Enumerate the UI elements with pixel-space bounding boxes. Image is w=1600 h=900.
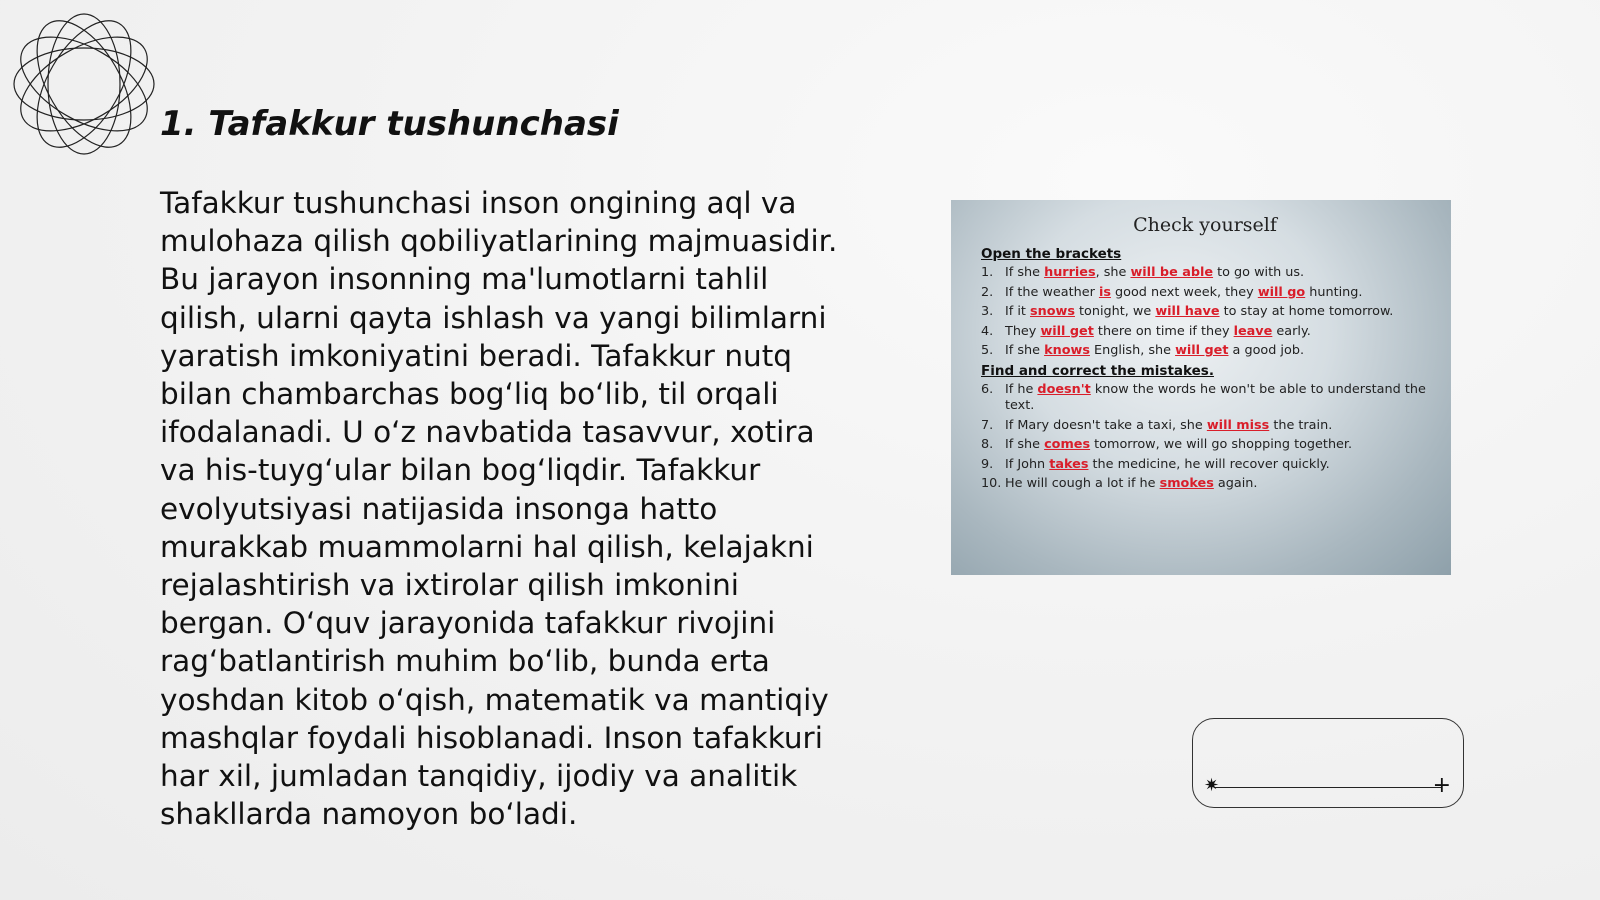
exercise-item-number: 3. [981,304,994,319]
answer-highlight: will miss [1206,417,1270,433]
exercise-item-number: 1. [981,265,994,280]
exercise-item-text [1005,343,1429,360]
exercise-item-text [1005,324,1429,341]
exercise-title: Check yourself [1133,214,1277,236]
exercise-text-fragment: the medicine, he will recover quickly. [1088,456,1330,472]
exercise-text-fragment: If John [1005,456,1050,472]
sparkle-star-icon: ✷ [1204,775,1220,796]
exercise-item [981,457,1429,474]
answer-highlight: will get [1175,343,1229,358]
exercise-item-text [1005,304,1429,321]
exercise-item-text [1005,437,1429,454]
exercise-item [981,437,1429,454]
answer-highlight: leave [1233,323,1273,339]
slider-line [1215,787,1441,788]
exercise-item-text [1005,418,1429,435]
exercise-item-number: 10. [981,476,1002,491]
exercise-list-open-brackets [981,265,1429,360]
answer-highlight: is [1098,284,1111,300]
exercise-text-fragment: , she [1095,265,1131,280]
answer-highlight: hurries [1044,265,1096,280]
answer-highlight: snows [1030,304,1075,319]
exercise-image [951,200,1451,575]
exercise-item [981,304,1429,321]
exercise-text-fragment: If she [1005,437,1045,452]
exercise-text-fragment: to stay at home tomorrow. [1219,304,1394,319]
exercise-text-fragment: early. [1272,323,1311,339]
exercise-item [981,265,1429,282]
body-paragraph: Tafakkur tushunchasi inson ongining aql va mulohaza qilish qobiliyatlarining majmuasidir. Bu jarayon insonning ma'lumotlarni tahlil qilish, ularni qayta ishlash va yangi bilimlarni yaratish imkoniyatini beradi. Tafakkur nutq bilan chambarchas bog‘liq bo‘lib, til orqali ifodalanadi. U o‘z navbatida tasavvur, xotira va his-tuyg‘ular bilan bog‘liqdir. Tafakkur evolyutsiyasi natijasida insonga hatto murakkab muammolarni hal qilish, kelajakni rejalashtirish va ixtirolar qilish imkonini bergan. O‘quv jarayonida tafakkur rivojini rag‘batlantirish muhim bo‘lib, bunda erta yoshdan kitob o‘qish, matematik va mantiqiy mashqlar foydali hisoblanadi. Inson tafakkuri har xil, jumladan tanqidiy, ijodiy va analitik shakllarda namoyon bo‘ladi. [160,186,838,832]
exercise-text-fragment: again. [1213,476,1258,491]
exercise-item-text [1005,265,1429,282]
exercise-text-fragment: If she [1005,343,1045,358]
exercise-text-fragment: They [1005,323,1041,339]
exercise-text-fragment: tomorrow, we will go shopping together. [1090,437,1353,452]
slide-title: 1. Tafakkur tushunchasi [160,104,619,144]
exercise-item [981,418,1429,435]
exercise-item [981,343,1429,360]
exercise-text-fragment: If Mary doesn't take a taxi, she [1005,417,1207,433]
exercise-item-number: 6. [981,381,994,397]
exercise-item [981,382,1429,415]
exercise-item-text [1005,285,1429,302]
plus-sparkle-icon: + [1432,773,1451,798]
spirograph-rings-icon [10,10,158,158]
exercise-text-fragment: hunting. [1305,284,1363,300]
exercise-text-fragment: there on time if they [1093,323,1234,339]
exercise-item-number: 4. [981,323,994,339]
exercise-text-fragment: If the weather [1005,284,1099,300]
exercise-item-number: 5. [981,343,994,358]
exercise-text-fragment: know the words he won't be able to understand the text. [1005,381,1426,413]
answer-highlight: will get [1040,323,1094,339]
exercise-text-fragment: If he [1005,381,1038,397]
answer-highlight: takes [1049,456,1089,472]
exercise-text-fragment: the train. [1269,417,1333,433]
exercise-text-fragment: He will cough a lot if he [1005,476,1160,491]
exercise-text-fragment: a good job. [1228,343,1305,358]
section-heading-open-brackets: Open the brackets [981,246,1122,262]
exercise-item-text [1005,382,1429,415]
exercise-item [981,285,1429,302]
answer-highlight: smokes [1159,476,1214,491]
exercise-item-number: 9. [981,456,994,472]
answer-highlight: will have [1155,304,1220,319]
exercise-item-text [1005,476,1429,493]
exercise-text-fragment: to go with us. [1213,265,1305,280]
exercise-text-fragment: good next week, they [1110,284,1258,300]
answer-highlight: will be able [1130,265,1214,280]
exercise-item-number: 8. [981,437,994,452]
slider-frame [1192,718,1464,808]
exercise-item [981,476,1429,493]
exercise-text-fragment: If she [1005,265,1045,280]
exercise-text-fragment: tonight, we [1074,304,1156,319]
answer-highlight: will go [1257,284,1306,300]
section-heading-find-mistakes: Find and correct the mistakes. [981,362,1214,379]
answer-highlight: doesn't [1037,381,1091,397]
exercise-item-number: 2. [981,284,994,300]
exercise-text-fragment: English, she [1089,343,1176,358]
exercise-list-find-mistakes [981,382,1429,493]
answer-highlight: comes [1044,437,1091,452]
exercise-item-number: 7. [981,417,994,433]
exercise-item-text [1005,457,1429,474]
exercise-item [981,324,1429,341]
answer-highlight: knows [1044,343,1090,358]
exercise-text-fragment: If it [1005,304,1030,319]
